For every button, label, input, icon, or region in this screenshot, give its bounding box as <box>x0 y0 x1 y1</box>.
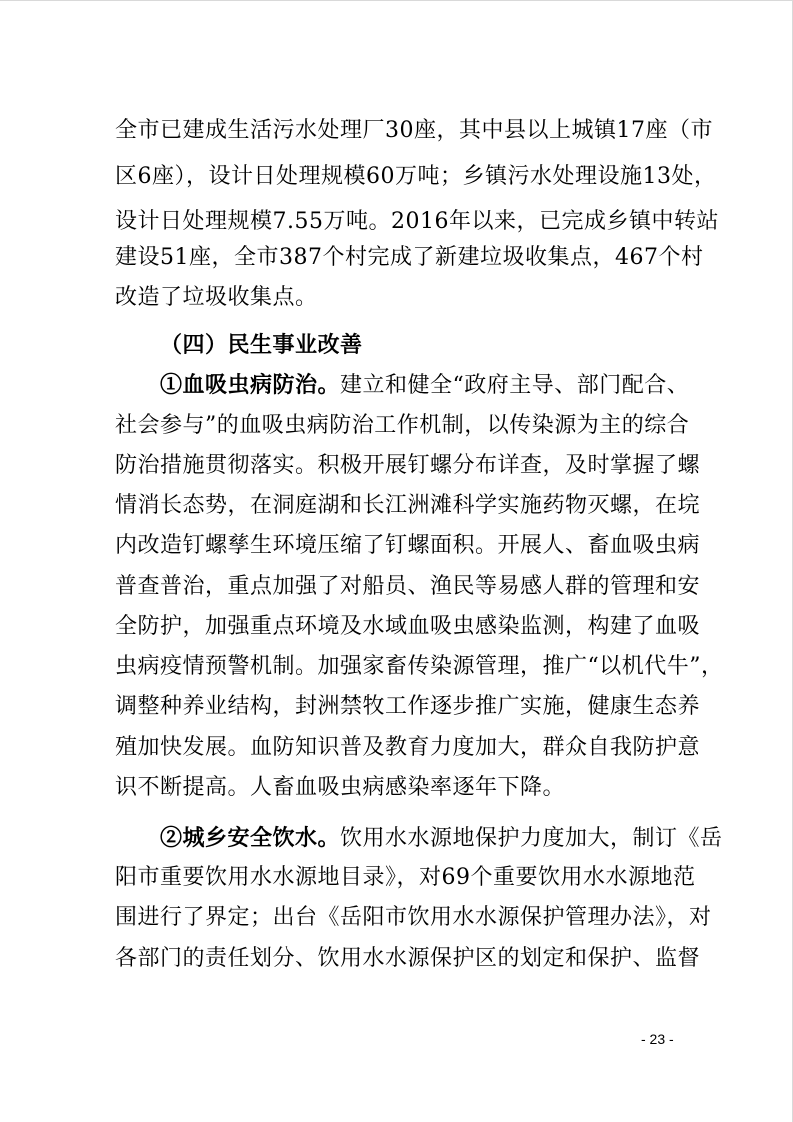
text-line: 区6座），设计日处理规模60万吨；乡镇污水处理设施13处， <box>115 164 717 189</box>
paragraph-lead: ②城乡安全饮水。 <box>160 825 341 851</box>
page-border-top <box>0 0 793 1</box>
text-line: 围进行了界定；出台《岳阳市饮用水水源保护管理办法》，对 <box>115 905 712 930</box>
text-line: 内改造钉螺孳生环境压缩了钉螺面积。开展人、畜血吸虫病 <box>115 533 701 558</box>
text-line: 建设51座，全市387个村完成了新建垃圾收集点，467个村 <box>115 245 704 270</box>
text-line: 防治措施贯彻落实。积极开展钉螺分布详查，及时掌握了螺 <box>115 453 701 478</box>
text-line: 普查普治，重点加强了对船员、渔民等易感人群的管理和安 <box>115 574 701 599</box>
text-line: 殖加快发展。血防知识普及教育力度加大，群众自我防护意 <box>115 735 701 760</box>
page-number: - 23 - <box>641 1031 674 1047</box>
paragraph-text: 建立和健全“政府主导、部门配合、 <box>340 373 690 398</box>
text-line: 情消长态势，在洞庭湖和长江洲滩科学实施药物灭螺，在垸 <box>115 493 701 518</box>
paragraph-text: 饮用水水源地保护力度加大，制订《岳 <box>340 826 723 851</box>
text-line: 社会参与”的血吸虫病防治工作机制，以传染源为主的综合 <box>115 413 690 438</box>
text-line: 改造了垃圾收集点。 <box>115 285 318 310</box>
text-line: 全市已建成生活污水处理厂30座，其中县以上城镇17座（市 <box>115 118 713 143</box>
text-line: 全防护，加强重点环境及水域血吸虫感染监测，构建了血吸 <box>115 614 701 639</box>
text-line: 调整种养业结构，封洲禁牧工作逐步推广实施，健康生态养 <box>115 694 701 719</box>
text-line: 识不断提高。人畜血吸虫病感染率逐年下降。 <box>115 775 566 800</box>
paragraph-lead: ①血吸虫病防治。 <box>160 372 341 398</box>
section-heading: （四）民生事业改善 <box>160 332 363 358</box>
text-line: 设计日处理规模7.55万吨。2016年以来，已完成乡镇中转站 <box>115 209 719 234</box>
text-line: 虫病疫情预警机制。加强家畜传染源管理，推广“以机代牛”， <box>115 654 724 679</box>
text-line: 阳市重要饮用水水源地目录》，对69个重要饮用水水源地范 <box>115 865 696 890</box>
paragraph-first-line <box>160 823 723 853</box>
paragraph-first-line <box>160 370 690 400</box>
text-line: 各部门的责任划分、饮用水水源保护区的划定和保护、监督 <box>115 946 701 971</box>
